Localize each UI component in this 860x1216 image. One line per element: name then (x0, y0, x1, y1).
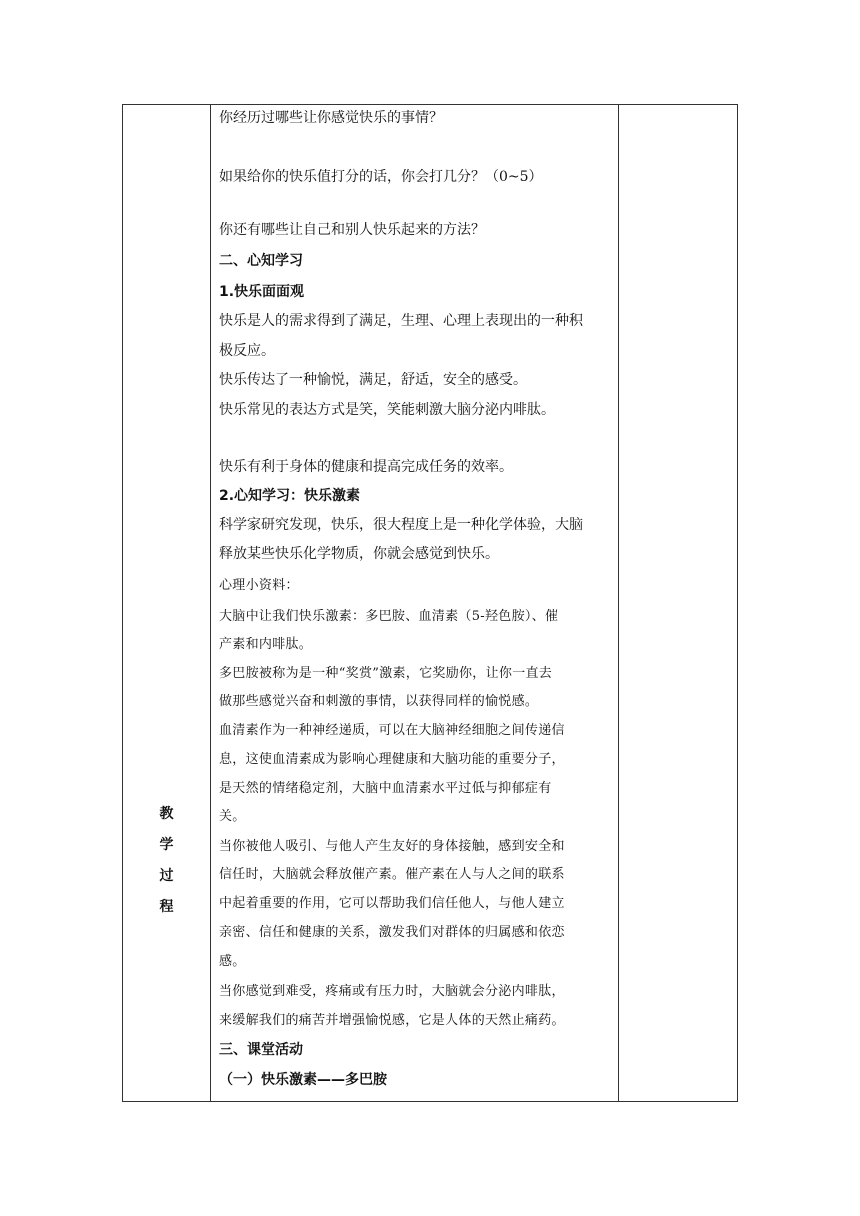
side-label-char: 过 (159, 868, 174, 884)
text-line: 亲密、信任和健康的关系，激发我们对群体的归属感和依恋 (219, 925, 565, 940)
text-line: 快乐常见的表达方式是笑，笑能刺激大脑分泌内啡肽。 (219, 402, 555, 418)
text-line: 快乐有利于身体的健康和提高完成任务的效率。 (219, 459, 513, 475)
side-label-char: 学 (159, 837, 174, 853)
text-line: 产素和内啡肽。 (219, 637, 313, 652)
column-divider-right (618, 105, 619, 1101)
text-line: 释放某些快乐化学物质，你就会感觉到快乐。 (219, 546, 499, 562)
section-heading: 三、课堂活动 (219, 1042, 303, 1058)
text-line: 心理小资料： (219, 578, 299, 593)
text-line: 多巴胺被称为是一种“奖赏”激素，它奖励你，让你一直去 (219, 666, 553, 681)
text-line: 做那些感觉兴奋和刺激的事情，以获得同样的愉悦感。 (219, 694, 539, 709)
text-line: 息，这使血清素成为影响心理健康和大脑功能的重要分子， (219, 752, 565, 767)
text-line: 关。 (219, 809, 246, 824)
text-line: 科学家研究发现，快乐，很大程度上是一种化学体验，大脑 (219, 517, 583, 533)
text-line: 如果给你的快乐值打分的话，你会打几分？（0~5） (219, 169, 543, 185)
section-heading: （一）快乐激素——多巴胺 (219, 1072, 387, 1088)
side-label-char: 教 (159, 806, 174, 822)
text-line: 极反应。 (219, 343, 275, 359)
text-line: 快乐传达了一种愉悦，满足，舒适，安全的感受。 (219, 372, 527, 388)
text-line: 快乐是人的需求得到了满足，生理、心理上表现出的一种积 (219, 313, 583, 329)
section-heading: 二、心知学习 (219, 253, 303, 269)
column-divider-left (210, 105, 211, 1101)
text-line: 大脑中让我们快乐激素：多巴胺、血清素（5-羟色胺）、催 (219, 609, 559, 624)
text-line: 血清素作为一种神经递质，可以在大脑神经细胞之间传递信 (219, 723, 565, 738)
text-line: 感。 (219, 954, 246, 969)
text-line: 你经历过哪些让你感觉快乐的事情？ (219, 110, 443, 126)
text-line: 当你感觉到难受，疼痛或有压力时，大脑就会分泌内啡肽， (219, 984, 565, 999)
section-heading: 2.心知学习：快乐激素 (219, 488, 361, 504)
text-line: 来缓解我们的痛苦并增强愉悦感，它是人体的天然止痛药。 (219, 1013, 565, 1028)
text-line: 中起着重要的作用，它可以帮助我们信任他人，与他人建立 (219, 896, 565, 911)
text-line: 是天然的情绪稳定剂，大脑中血清素水平过低与抑郁症有 (219, 781, 552, 796)
section-heading: 1.快乐面面观 (219, 284, 305, 300)
text-line: 你还有哪些让自己和别人快乐起来的方法？ (219, 222, 485, 238)
text-line: 当你被他人吸引、与他人产生友好的身体接触，感到安全和 (219, 839, 565, 854)
side-label-char: 程 (159, 899, 174, 915)
side-label-teaching-process (123, 799, 210, 923)
text-line: 信任时，大脑就会释放催产素。催产素在人与人之间的联系 (219, 867, 565, 882)
lesson-table (122, 104, 738, 1102)
